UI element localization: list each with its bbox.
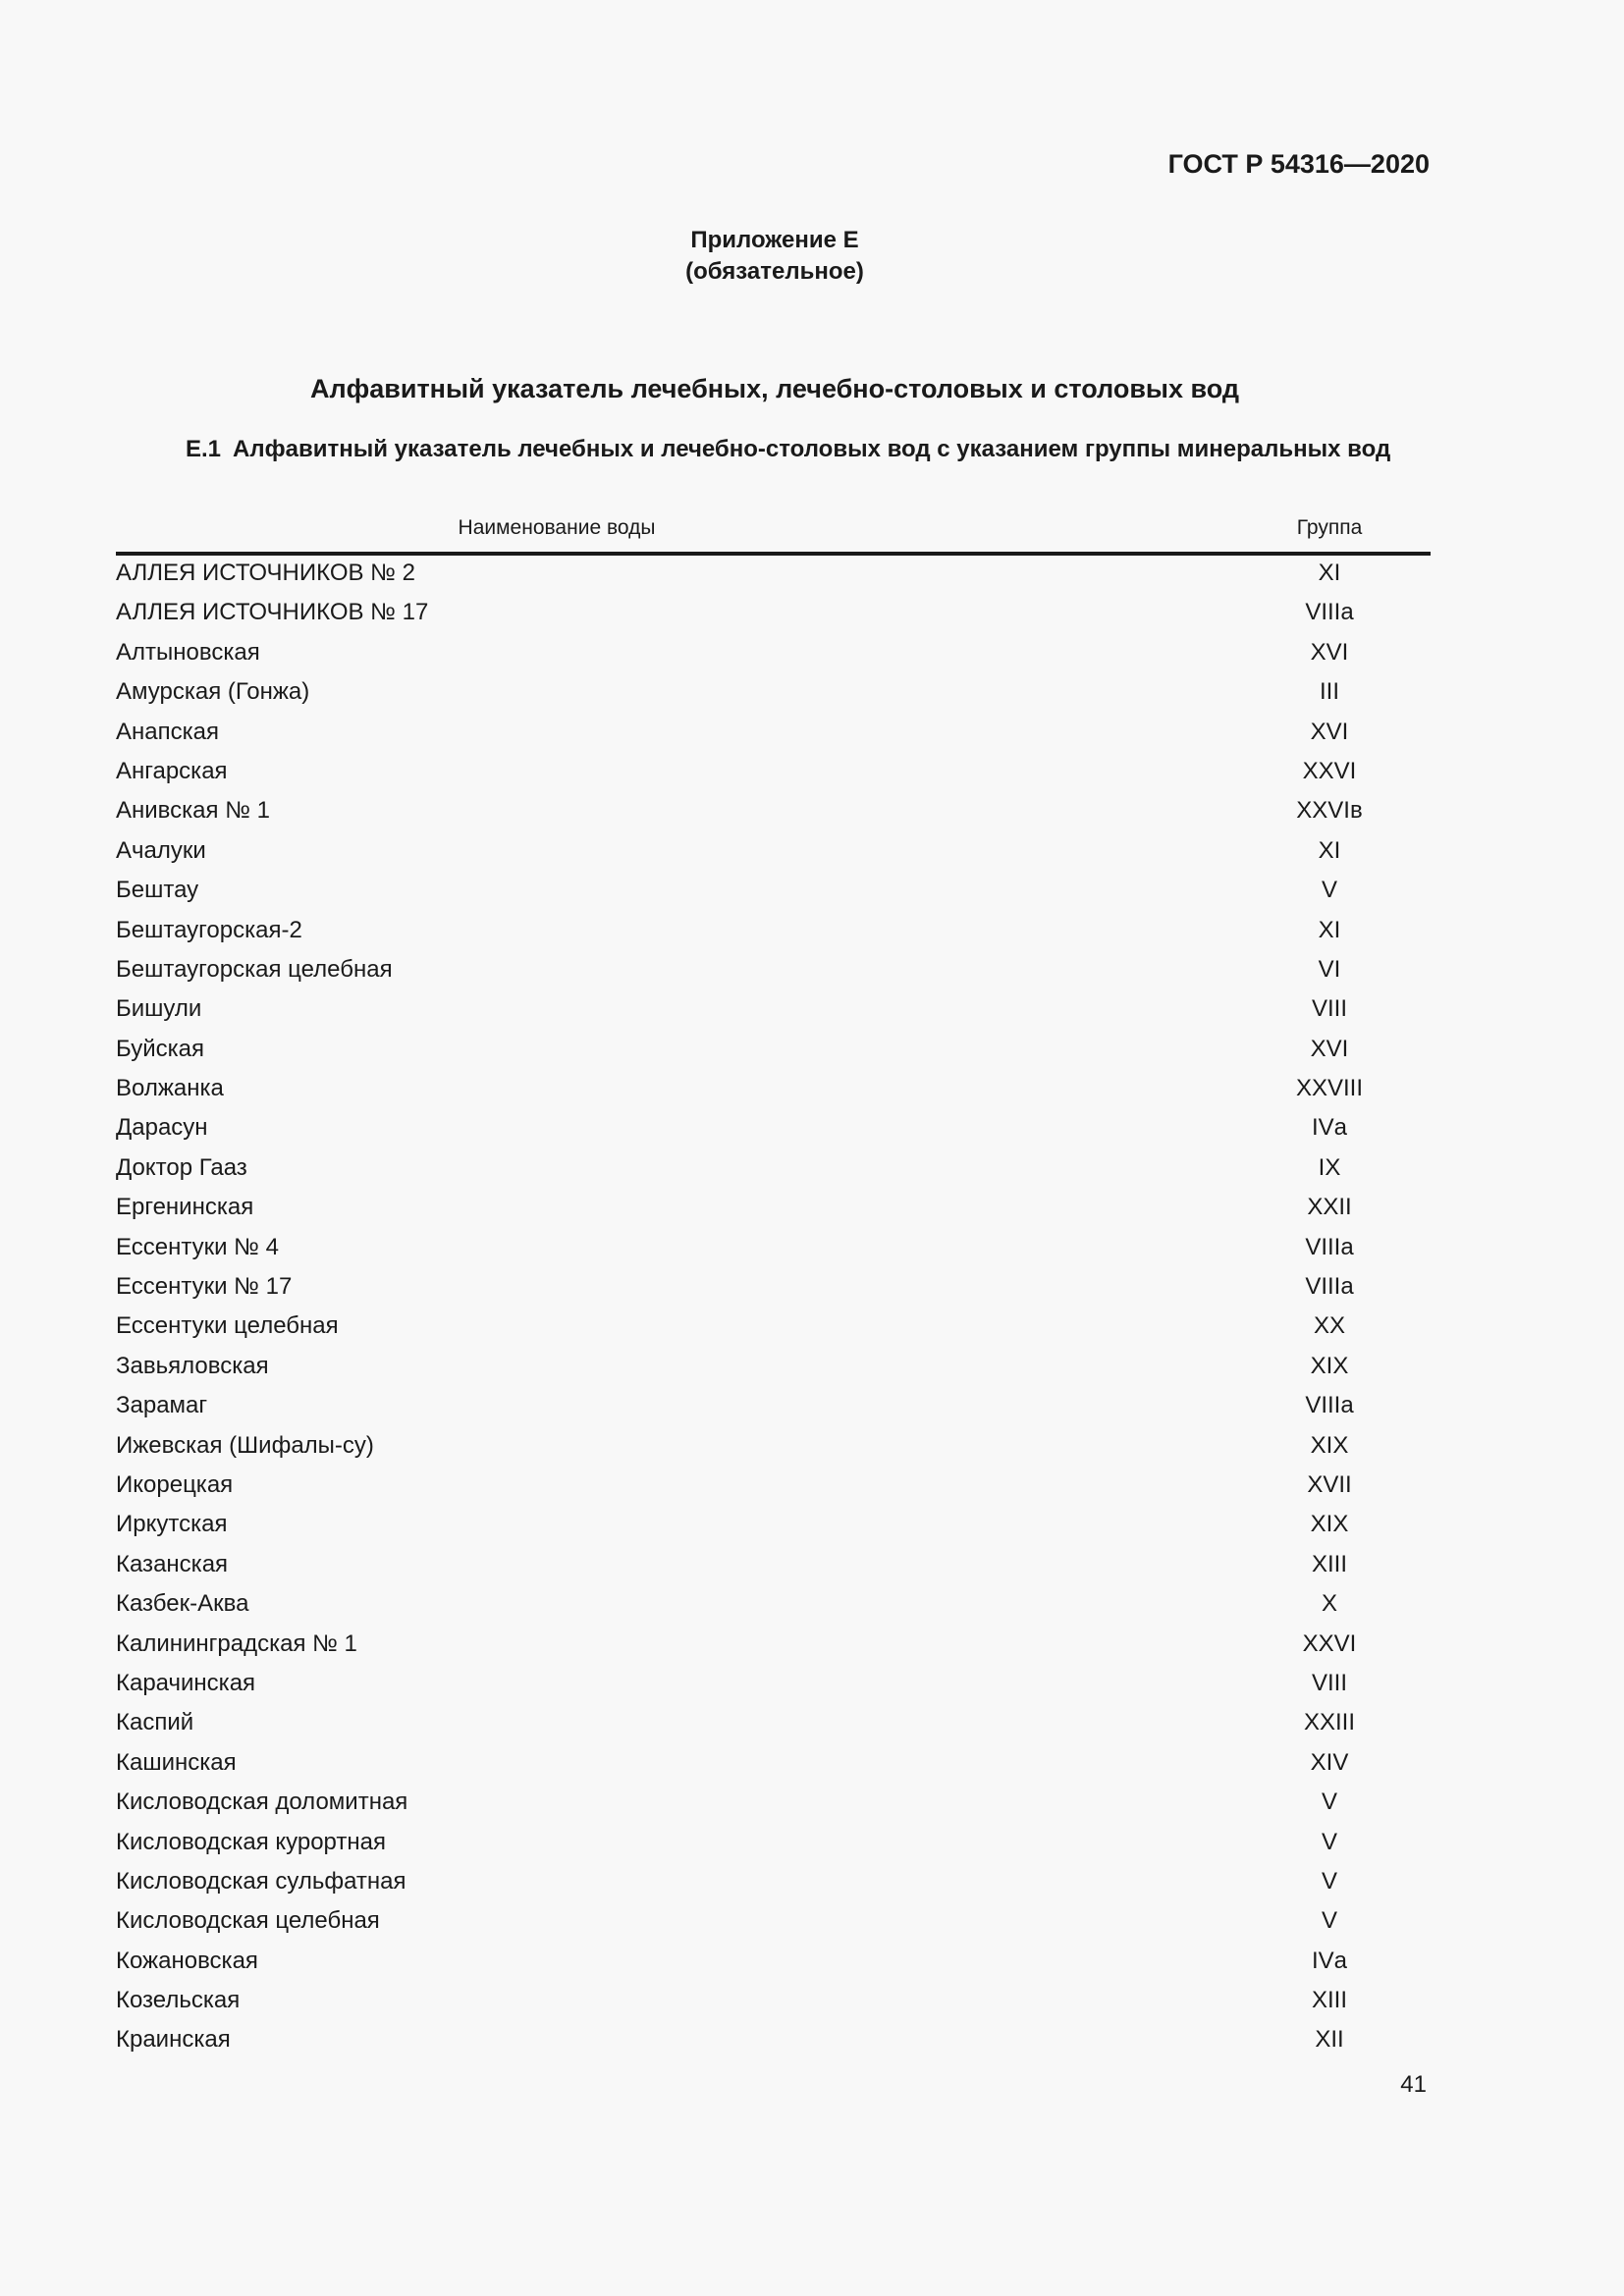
table-row bbox=[116, 2023, 1431, 2062]
water-name: Амурская (Гонжа) bbox=[116, 678, 310, 706]
water-name: Бештау bbox=[116, 877, 199, 904]
annex-status: (обязательное) bbox=[685, 258, 864, 285]
water-group: XIX bbox=[1310, 1352, 1349, 1379]
water-group: VIIIа bbox=[1305, 1233, 1354, 1260]
table-row bbox=[116, 636, 1431, 675]
water-name: Ачалуки bbox=[116, 836, 206, 864]
table-row bbox=[116, 1151, 1431, 1191]
water-group: XI bbox=[1318, 916, 1341, 943]
water-group: IVа bbox=[1311, 1114, 1348, 1142]
water-name: Ергенинская bbox=[116, 1194, 254, 1221]
water-group: XII bbox=[1315, 2026, 1344, 2054]
water-group: IX bbox=[1318, 1153, 1341, 1181]
table-row bbox=[116, 1429, 1431, 1468]
table-row bbox=[116, 596, 1431, 635]
water-group: XIV bbox=[1310, 1748, 1349, 1776]
water-name: Каспий bbox=[116, 1709, 194, 1736]
water-group: XXVIв bbox=[1296, 797, 1363, 825]
water-name: Завьяловская bbox=[116, 1352, 269, 1379]
table-row bbox=[116, 1904, 1431, 1944]
water-name: Кисловодская сульфатная bbox=[116, 1867, 406, 1895]
table-row bbox=[116, 755, 1431, 794]
table-row bbox=[116, 1865, 1431, 1904]
water-name: Кисловодская курортная bbox=[116, 1828, 386, 1855]
water-group: XVI bbox=[1310, 1035, 1349, 1062]
table-header bbox=[116, 516, 1431, 556]
table-row bbox=[116, 1628, 1431, 1667]
water-name: АЛЛЕЯ ИСТОЧНИКОВ № 2 bbox=[116, 560, 415, 586]
table-body bbox=[116, 557, 1431, 2063]
section-number: Е.1 bbox=[186, 436, 222, 462]
water-name: Калининградская № 1 bbox=[116, 1629, 357, 1657]
section-title: Алфавитный указатель лечебных и лечебно-столовых вод с указанием группы минеральных вод bbox=[233, 436, 1391, 462]
water-name: Буйская bbox=[116, 1035, 204, 1062]
table-row bbox=[116, 1270, 1431, 1309]
water-group: III bbox=[1319, 678, 1339, 706]
water-name: Ессентуки целебная bbox=[116, 1312, 339, 1340]
water-group: VI bbox=[1318, 955, 1341, 983]
table-row bbox=[116, 1033, 1431, 1072]
water-group: XIII bbox=[1311, 1987, 1347, 2014]
water-group: VIII bbox=[1311, 1669, 1347, 1696]
water-group: VIII bbox=[1311, 995, 1347, 1023]
water-group: XI bbox=[1318, 836, 1341, 864]
table-row bbox=[116, 1826, 1431, 1865]
water-name: Краинская bbox=[116, 2026, 231, 2054]
water-group: VIIIа bbox=[1305, 599, 1354, 626]
water-group: VIIIа bbox=[1305, 1392, 1354, 1419]
table-row bbox=[116, 1508, 1431, 1547]
column-header-group: Группа bbox=[1296, 516, 1363, 539]
water-name: Анивская № 1 bbox=[116, 797, 270, 825]
water-group: V bbox=[1321, 1789, 1337, 1816]
water-group: X bbox=[1321, 1590, 1337, 1618]
water-group: V bbox=[1321, 877, 1337, 904]
table-row bbox=[116, 557, 1431, 596]
water-name: АЛЛЕЯ ИСТОЧНИКОВ № 17 bbox=[116, 599, 429, 626]
water-name: Ангарская bbox=[116, 757, 228, 784]
water-name: Казбек-Аква bbox=[116, 1590, 249, 1618]
water-name: Кисловодская целебная bbox=[116, 1907, 380, 1935]
water-group: V bbox=[1321, 1828, 1337, 1855]
table-row bbox=[116, 1984, 1431, 2023]
water-name: Карачинская bbox=[116, 1669, 256, 1696]
water-name: Икорецкая bbox=[116, 1470, 234, 1498]
water-name: Иркутская bbox=[116, 1511, 228, 1538]
water-name: Доктор Гааз bbox=[116, 1153, 247, 1181]
water-group: XXII bbox=[1307, 1194, 1352, 1221]
water-group: XXVI bbox=[1302, 1629, 1357, 1657]
table-row bbox=[116, 1945, 1431, 1984]
annex-title: Приложение Е bbox=[690, 227, 859, 253]
table-row bbox=[116, 716, 1431, 755]
water-group: XVI bbox=[1310, 638, 1349, 666]
water-group: XXVIII bbox=[1295, 1075, 1364, 1102]
water-group: XIX bbox=[1310, 1431, 1349, 1459]
table-row bbox=[116, 675, 1431, 715]
water-group: XXVI bbox=[1302, 757, 1357, 784]
table-row bbox=[116, 1746, 1431, 1786]
water-name: Казанская bbox=[116, 1550, 229, 1577]
water-group: VIIIа bbox=[1305, 1273, 1354, 1301]
water-name: Ессентуки № 17 bbox=[116, 1273, 293, 1301]
water-group: V bbox=[1321, 1907, 1337, 1935]
water-name: Бештаугорская целебная bbox=[116, 955, 393, 983]
table-row bbox=[116, 1468, 1431, 1508]
water-group: XXIII bbox=[1303, 1709, 1356, 1736]
water-name: Козельская bbox=[116, 1987, 241, 2014]
table-row bbox=[116, 1309, 1431, 1349]
table-row bbox=[116, 1389, 1431, 1428]
water-name: Бишули bbox=[116, 995, 202, 1023]
table-row bbox=[116, 794, 1431, 833]
table-row bbox=[116, 1350, 1431, 1389]
water-name: Кожановская bbox=[116, 1947, 258, 1974]
table-row bbox=[116, 1191, 1431, 1230]
water-name: Алтыновская bbox=[116, 638, 260, 666]
table-row bbox=[116, 1548, 1431, 1587]
table-row bbox=[116, 1587, 1431, 1627]
column-header-name: Наименование воды bbox=[458, 516, 656, 539]
table-row bbox=[116, 1231, 1431, 1270]
table-row bbox=[116, 953, 1431, 992]
water-group: XI bbox=[1318, 560, 1341, 586]
water-name: Ижевская (Шифалы-су) bbox=[116, 1431, 374, 1459]
water-group: IVа bbox=[1311, 1947, 1348, 1974]
water-name: Ессентуки № 4 bbox=[116, 1233, 279, 1260]
table-row bbox=[116, 1706, 1431, 1745]
water-name: Кисловодская доломитная bbox=[116, 1789, 408, 1816]
water-name: Зарамаг bbox=[116, 1392, 208, 1419]
water-name: Дарасун bbox=[116, 1114, 208, 1142]
table-row bbox=[116, 1786, 1431, 1825]
table-row bbox=[116, 1111, 1431, 1150]
standard-code: ГОСТ Р 54316—2020 bbox=[1167, 149, 1430, 179]
water-group: XVI bbox=[1310, 718, 1349, 745]
water-name: Волжанка bbox=[116, 1075, 224, 1102]
water-name: Бештаугорская-2 bbox=[116, 916, 302, 943]
table-row bbox=[116, 1072, 1431, 1111]
water-group: V bbox=[1321, 1867, 1337, 1895]
water-group: XX bbox=[1313, 1312, 1345, 1340]
water-name: Анапская bbox=[116, 718, 219, 745]
table-row bbox=[116, 834, 1431, 874]
main-title: Алфавитный указатель лечебных, лечебно-столовых и столовых вод bbox=[309, 374, 1240, 403]
water-name: Кашинская bbox=[116, 1748, 237, 1776]
water-group: XIX bbox=[1310, 1511, 1349, 1538]
table-row bbox=[116, 992, 1431, 1032]
water-group: XVII bbox=[1307, 1470, 1352, 1498]
table-row bbox=[116, 1667, 1431, 1706]
table-row bbox=[116, 914, 1431, 953]
water-group: XIII bbox=[1311, 1550, 1347, 1577]
section-heading bbox=[186, 434, 1442, 465]
page-number: 41 bbox=[1400, 2071, 1427, 2098]
table-row bbox=[116, 874, 1431, 913]
annex-heading bbox=[0, 225, 1549, 288]
